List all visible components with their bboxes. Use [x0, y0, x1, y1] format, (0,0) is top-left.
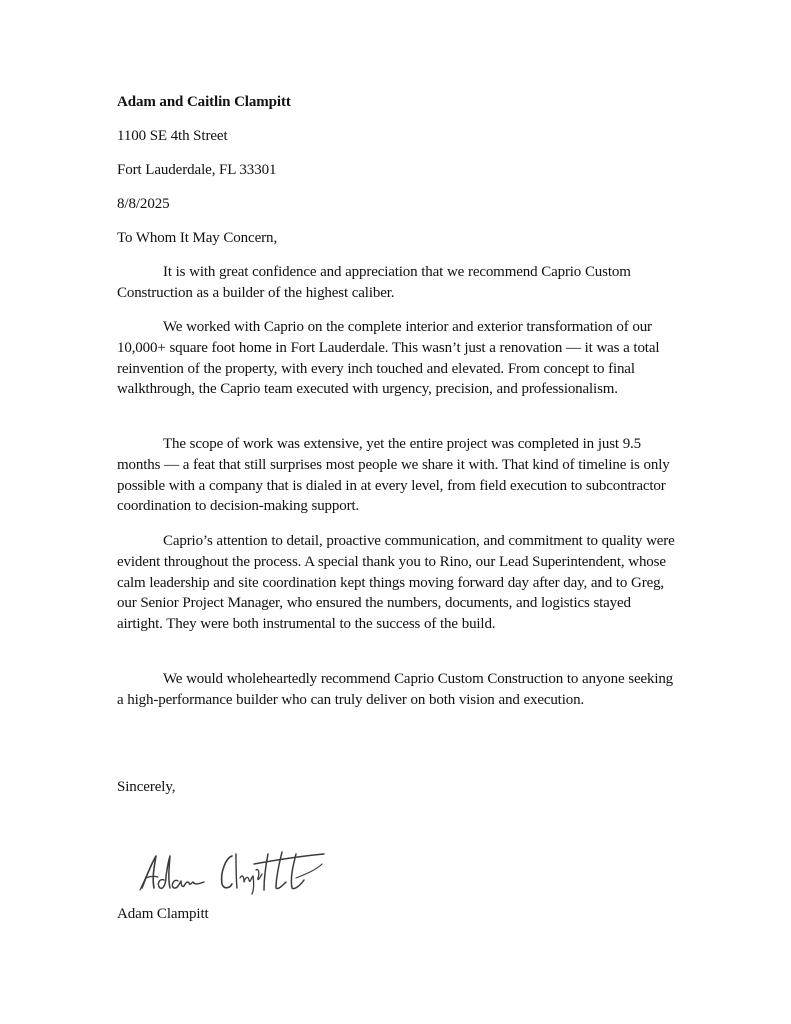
paragraph-team: Caprio’s attention to detail, proactive communication, and commitment to quality were evident throughout the process. A special thank you to Rino, our Lead Superintendent, whose calm leadership and site coordination kept things moving forward day after day, and to Greg, our Senior Project Manager, who ensured the numbers, documents, and logistics stayed airtight. They were both instrumental to the success of the build.: [117, 533, 675, 633]
letter-date: 8/8/2025: [117, 196, 170, 212]
paragraph-recommendation: We would wholeheartedly recommend Caprio Custom Construction to anyone seeking a high-performance builder who can truly deliver on both vision and execution.: [117, 671, 674, 708]
paragraph-scope: The scope of work was extensive, yet the entire project was completed in just 9.5 months — a feat that still surprises most people we share it with. That kind of timeline is only possible with a company that is dialed in at every level, from field execution to subcontractor coordination to decision-making support.: [117, 436, 670, 515]
paragraph-project: We worked with Caprio on the complete interior and exterior transformation of our 10,000+ square foot home in Fort Lauderdale. This wasn’t just a renovation — it was a total reinvention of the property, with every inch touched and elevated. From concept to final walkthrough, the Caprio team executed with urgency, precision, and professionalism.: [117, 319, 660, 398]
sender-name: Adam and Caitlin Clampitt: [117, 94, 291, 110]
closing: Sincerely,: [117, 779, 176, 795]
signer-name: Adam Clampitt: [117, 906, 209, 922]
signature-icon: [136, 848, 328, 896]
address-line-1: 1100 SE 4th Street: [117, 128, 228, 144]
salutation: To Whom It May Concern,: [117, 230, 278, 246]
paragraph-intro: It is with great confidence and appreciation that we recommend Caprio Custom Construction as a builder of the highest caliber.: [117, 264, 631, 301]
address-line-2: Fort Lauderdale, FL 33301: [117, 162, 277, 178]
